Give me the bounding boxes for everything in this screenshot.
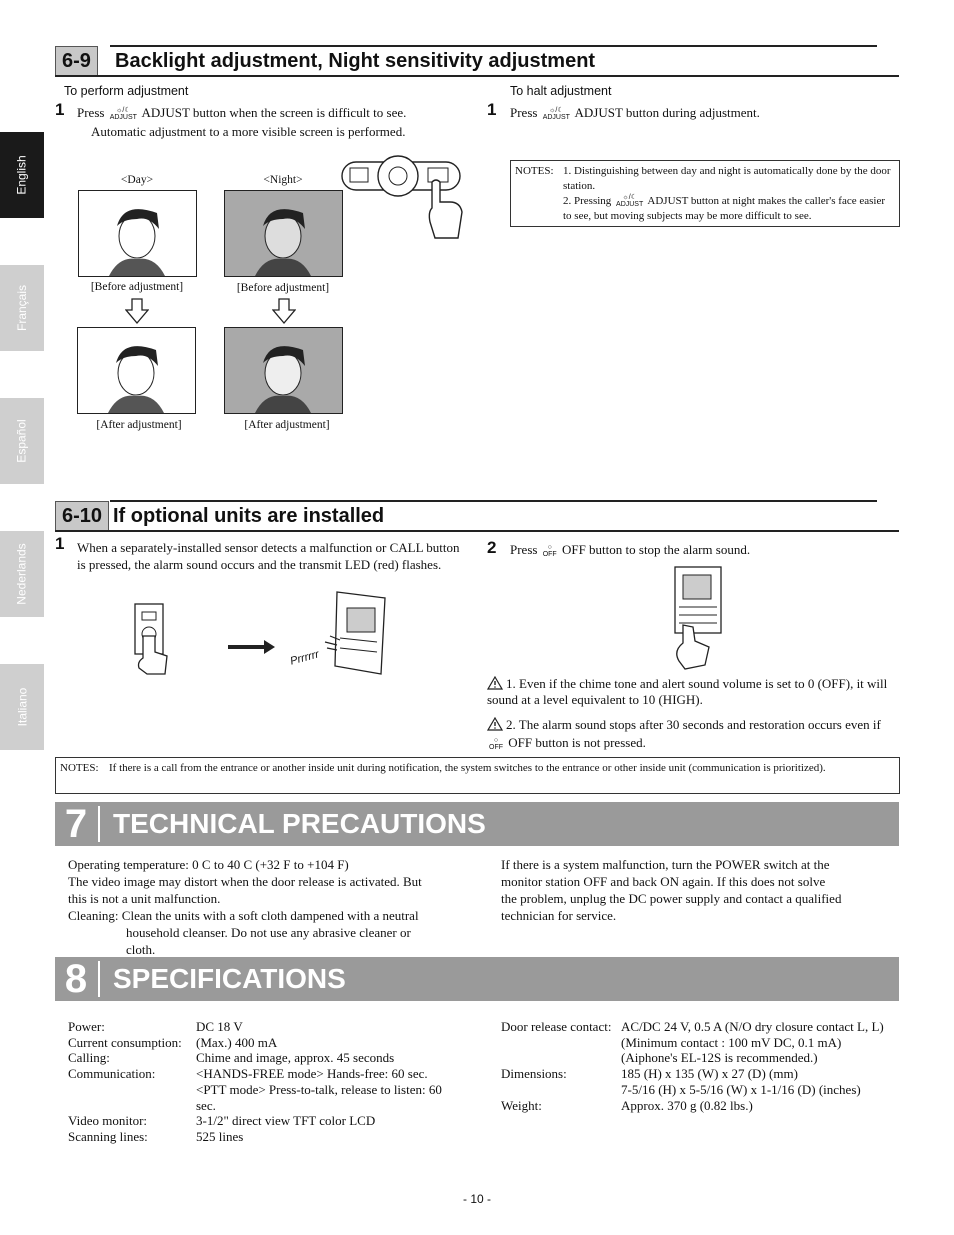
section-title: If optional units are installed xyxy=(113,505,385,527)
down-arrow-icon xyxy=(125,298,149,324)
caution-1: 1. Even if the chime tone and alert sound volume is set to 0 (OFF), it will sound at a level equivalent to 10 (HIGH). xyxy=(487,676,888,707)
precaution-line: the problem, unplug the DC power supply and contact a qualified xyxy=(501,891,842,906)
step-number: 2 xyxy=(487,538,497,557)
lang-tab-label: Français xyxy=(15,284,30,332)
section-number: 6-10 xyxy=(55,501,109,531)
lang-tab-francais[interactable] xyxy=(0,265,44,351)
notes-label: NOTES: xyxy=(515,165,554,177)
warning-icon xyxy=(487,676,503,690)
chapter-title: SPECIFICATIONS xyxy=(113,963,346,994)
chapter-title: TECHNICAL PRECAUTIONS xyxy=(113,808,486,839)
spec-label: Scanning lines: xyxy=(68,1128,148,1144)
call-button-illustration xyxy=(125,600,175,675)
lang-tab-espanol[interactable] xyxy=(0,398,44,484)
night-after-image xyxy=(224,327,343,414)
spec-label: Communication: xyxy=(68,1066,156,1082)
chapter-8-header xyxy=(55,957,899,1001)
night-before-image xyxy=(224,190,343,277)
step-number: 1 xyxy=(55,100,65,119)
section-6-9-header xyxy=(55,46,899,76)
before-label: [Before adjustment] xyxy=(90,281,184,293)
notes-box xyxy=(55,757,900,794)
note-2: 2. Pressing ☼/☾ ADJUST ADJUST button at night makes the caller's face easier to see, but moving subjects may be more difficult to see. xyxy=(563,194,886,222)
alarm-sound-text: Prrrrrr xyxy=(288,648,321,668)
right-arrow-icon xyxy=(228,640,276,654)
warning-icon xyxy=(487,717,503,731)
section-title: Backlight adjustment, Night sensitivity adjustment xyxy=(115,50,596,72)
specs-left xyxy=(68,1019,478,1145)
precaution-line: this is not a unit malfunction. xyxy=(68,891,221,906)
spec-value: 525 lines xyxy=(196,1128,244,1144)
step-number: 1 xyxy=(487,100,497,119)
spec-label: Door release contact: xyxy=(501,1019,612,1034)
after-label: [After adjustment] xyxy=(244,419,330,431)
caution-2: 2. The alarm sound stops after 30 seconds and restoration occurs even if ○ OFF OFF button is not pressed. xyxy=(489,717,881,752)
day-label: <Day> xyxy=(120,174,154,186)
adjust-icon: ☼/☾ ADJUST xyxy=(542,107,570,122)
spec-value: sec. xyxy=(196,1097,216,1113)
precaution-line: The video image may distort when the door release is activated. But xyxy=(68,874,422,889)
precaution-line: household cleanser. Do not use any abrasive cleaner or xyxy=(126,925,411,940)
lang-tab-label: Español xyxy=(15,419,29,463)
lang-tab-label: Nederlands xyxy=(15,543,29,605)
lang-tab-english[interactable] xyxy=(0,132,44,218)
down-arrow-icon xyxy=(272,298,296,324)
perform-step-text: Press ☼/☾ ADJUST ADJUST button when the screen is difficult to see. xyxy=(77,105,407,122)
lang-tab-label: Italiano xyxy=(14,687,29,727)
precaution-line: cloth. xyxy=(126,942,156,957)
step-number: 1 xyxy=(55,534,65,553)
control-panel-illustration xyxy=(340,150,465,245)
halt-step-text: Press ☼/☾ ADJUST ADJUST button during adjustment. xyxy=(510,105,760,122)
notes-box xyxy=(510,160,900,227)
spec-label: Video monitor: xyxy=(68,1113,148,1129)
chapter-7-header xyxy=(55,802,899,846)
notes-text: If there is a call from the entrance or another inside unit during notification, the system switches to the entrance or other inside unit (communication is prioritized). xyxy=(109,762,826,774)
after-label: [After adjustment] xyxy=(96,419,182,431)
spec-value: DC 18 V xyxy=(196,1019,243,1034)
spec-value: 185 (H) x 135 (W) x 27 (D) (mm) xyxy=(621,1066,798,1082)
spec-value: (Aiphone's EL-12S is recommended.) xyxy=(621,1050,818,1066)
halt-heading: To halt adjustment xyxy=(510,84,612,98)
spec-value: (Max.) 400 mA xyxy=(196,1034,278,1050)
perform-step-sub: Automatic adjustment to a more visible screen is performed. xyxy=(91,124,406,139)
adjust-icon: ☼/☾ ADJUST xyxy=(616,194,644,209)
day-before-image xyxy=(78,190,197,277)
off-icon: ○ OFF xyxy=(542,544,557,559)
day-after-image xyxy=(77,327,196,414)
chapter-number: 8 xyxy=(64,957,88,1001)
spec-label: Dimensions: xyxy=(501,1066,567,1082)
precautions-right xyxy=(501,856,841,924)
section-6-10-header xyxy=(55,501,899,531)
precaution-line: If there is a system malfunction, turn the POWER switch at the xyxy=(501,857,830,872)
spec-value: AC/DC 24 V, 0.5 A (N/O dry closure contact L, L) xyxy=(621,1019,884,1034)
spec-value: 3-1/2" direct view TFT color LCD xyxy=(196,1113,376,1129)
adjust-icon: ☼/☾ ADJUST xyxy=(109,107,137,122)
spec-label: Calling: xyxy=(68,1050,110,1066)
chapter-number: 7 xyxy=(64,802,88,846)
monitor-off-illustration xyxy=(665,565,725,670)
spec-label: Power: xyxy=(68,1019,105,1034)
spec-label: Weight: xyxy=(501,1097,542,1113)
precaution-line: Cleaning: Clean the units with a soft cloth dampened with a neutral xyxy=(68,908,419,923)
precaution-line: Operating temperature: 0 C to 40 C (+32 F to +104 F) xyxy=(68,857,349,872)
off-icon: ○ OFF xyxy=(489,737,503,752)
notes-label: NOTES: xyxy=(60,762,99,774)
specs-right xyxy=(501,1019,901,1113)
precaution-line: monitor station OFF and back ON again. If this does not solve xyxy=(501,874,826,889)
precautions-left xyxy=(68,856,422,958)
step1-text: When a separately-installed sensor detects a malfunction or CALL button is pressed, the alarm sound occurs and the transmit LED (red) flashes. xyxy=(77,540,460,572)
step2-text: Press ○ OFF OFF button to stop the alarm sound. xyxy=(510,542,751,559)
night-label: <Night> xyxy=(263,174,303,186)
lang-tab-italiano[interactable] xyxy=(0,664,44,750)
spec-value: <PTT mode> Press-to-talk, release to listen: 60 xyxy=(196,1081,442,1097)
spec-value: 7-5/16 (H) x 5-5/16 (W) x 1-1/16 (D) (inches) xyxy=(621,1081,861,1097)
before-label: [Before adjustment] xyxy=(236,282,330,294)
spec-value: Approx. 370 g (0.82 lbs.) xyxy=(621,1097,753,1113)
spec-value: (Minimum contact : 100 mV DC, 0.1 mA) xyxy=(621,1034,842,1050)
spec-value: Chime and image, approx. 45 seconds xyxy=(196,1050,395,1066)
lang-tab-label: English xyxy=(14,155,29,195)
spec-label: Current consumption: xyxy=(68,1034,182,1050)
perform-heading: To perform adjustment xyxy=(64,84,189,98)
note-1: 1. Distinguishing between day and night is automatically done by the door station. xyxy=(563,165,891,192)
lang-tab-nederlands[interactable] xyxy=(0,531,44,617)
section-number: 6-9 xyxy=(55,46,98,76)
precaution-line: technician for service. xyxy=(501,908,617,923)
spec-value: <HANDS-FREE mode> Hands-free: 60 sec. xyxy=(196,1066,428,1082)
page-number: - 10 - xyxy=(462,1192,491,1206)
